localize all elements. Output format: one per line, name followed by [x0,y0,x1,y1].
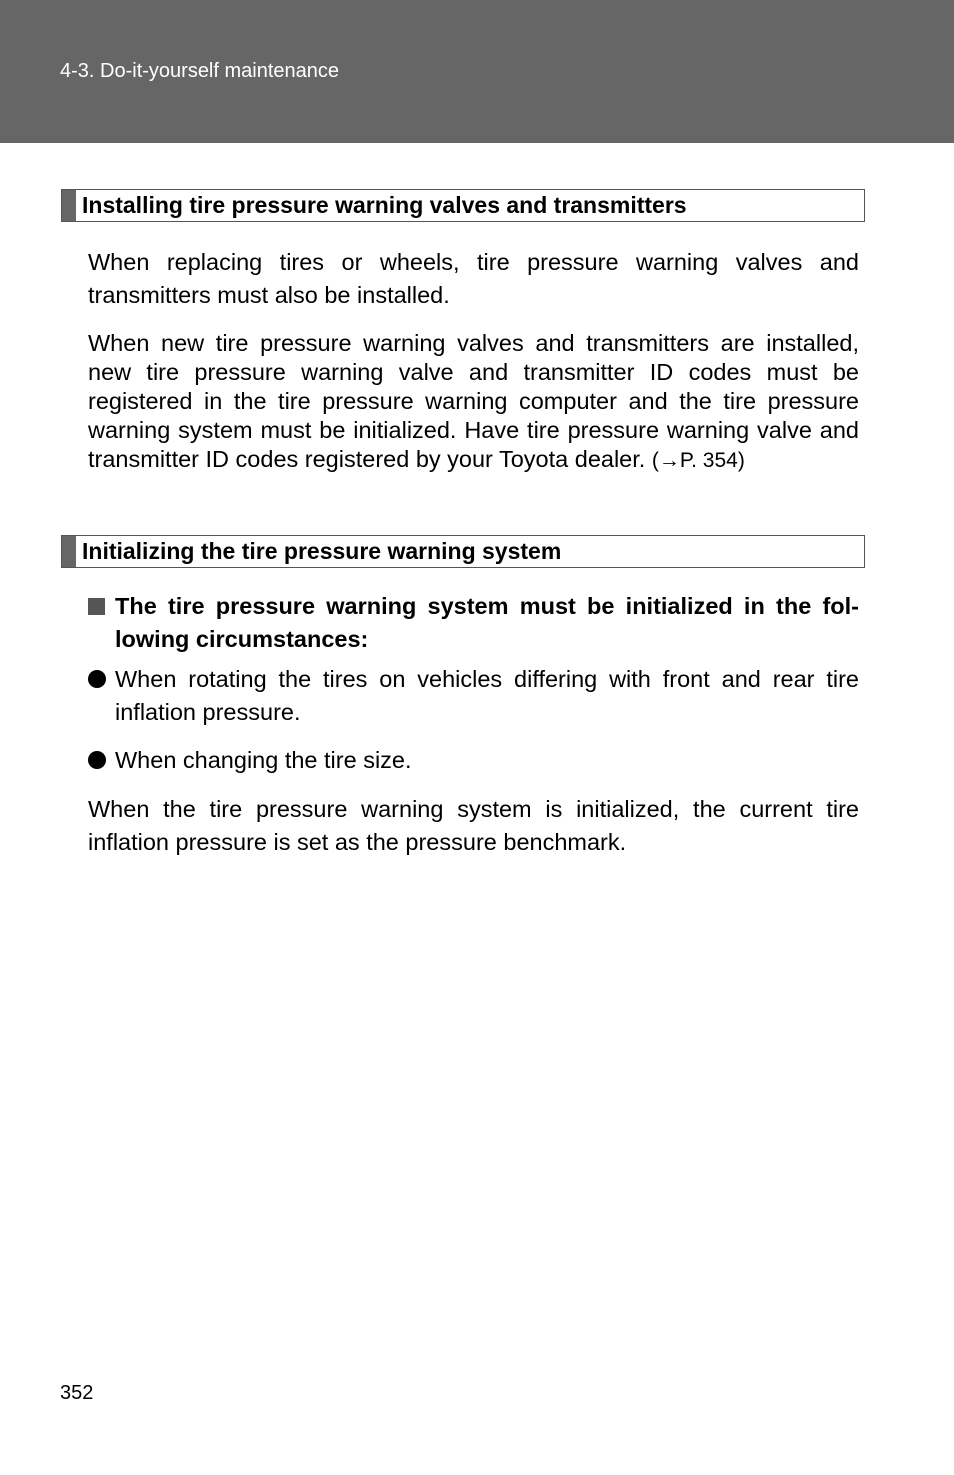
subheading-initialization-circumstances [88,590,859,656]
black-square-icon [88,590,115,624]
section-heading-installing-valves [61,189,865,222]
section-heading-text: Initializing the tire pressure warning system [82,538,562,564]
paragraph-replacing-tires: When replacing tires or wheels, tire pressure warning valves and transmitters must also be installed. [88,249,859,308]
heading-marker-bar [62,536,76,567]
paragraph-pressure-benchmark: When the tire pressure warning system is initialized, the current tire inflation pressure is set as the pressure benchmark. [88,796,859,855]
list-item [88,663,859,729]
black-circle-icon [88,744,115,778]
list-item [88,744,859,777]
list-item-text: When rotating the tires on vehicles differing with front and rear tire inflation pressure. [115,666,859,725]
section-heading-initializing-system [61,535,865,568]
page-number: 352 [60,1382,94,1404]
list-item-text: When changing the tire size. [115,747,412,773]
subheading-text: The tire pressure warning system must be initialized in the fol-lowing circumstances: [115,593,859,652]
paragraph-registering-id-codes [88,329,859,475]
section-heading-text: Installing tire pressure warning valves and transmitters [82,192,687,218]
heading-marker-bar [62,190,76,221]
paragraph-registering-id-codes-text: When new tire pressure warning valves and transmitters are installed, new tire pressure warning valve and transmitter ID codes must be registered in the tire pressure warning computer and the tire pressure warning system must be initialized. Have tire pressure warning valve and transmitter ID codes registered by your Toyota dealer. [88,330,859,472]
page-reference-link[interactable]: (→P. 354) [651,449,745,472]
chapter-header-band [0,0,954,143]
chapter-section-title: 4-3. Do-it-yourself maintenance [60,60,340,82]
black-circle-icon [88,663,115,697]
